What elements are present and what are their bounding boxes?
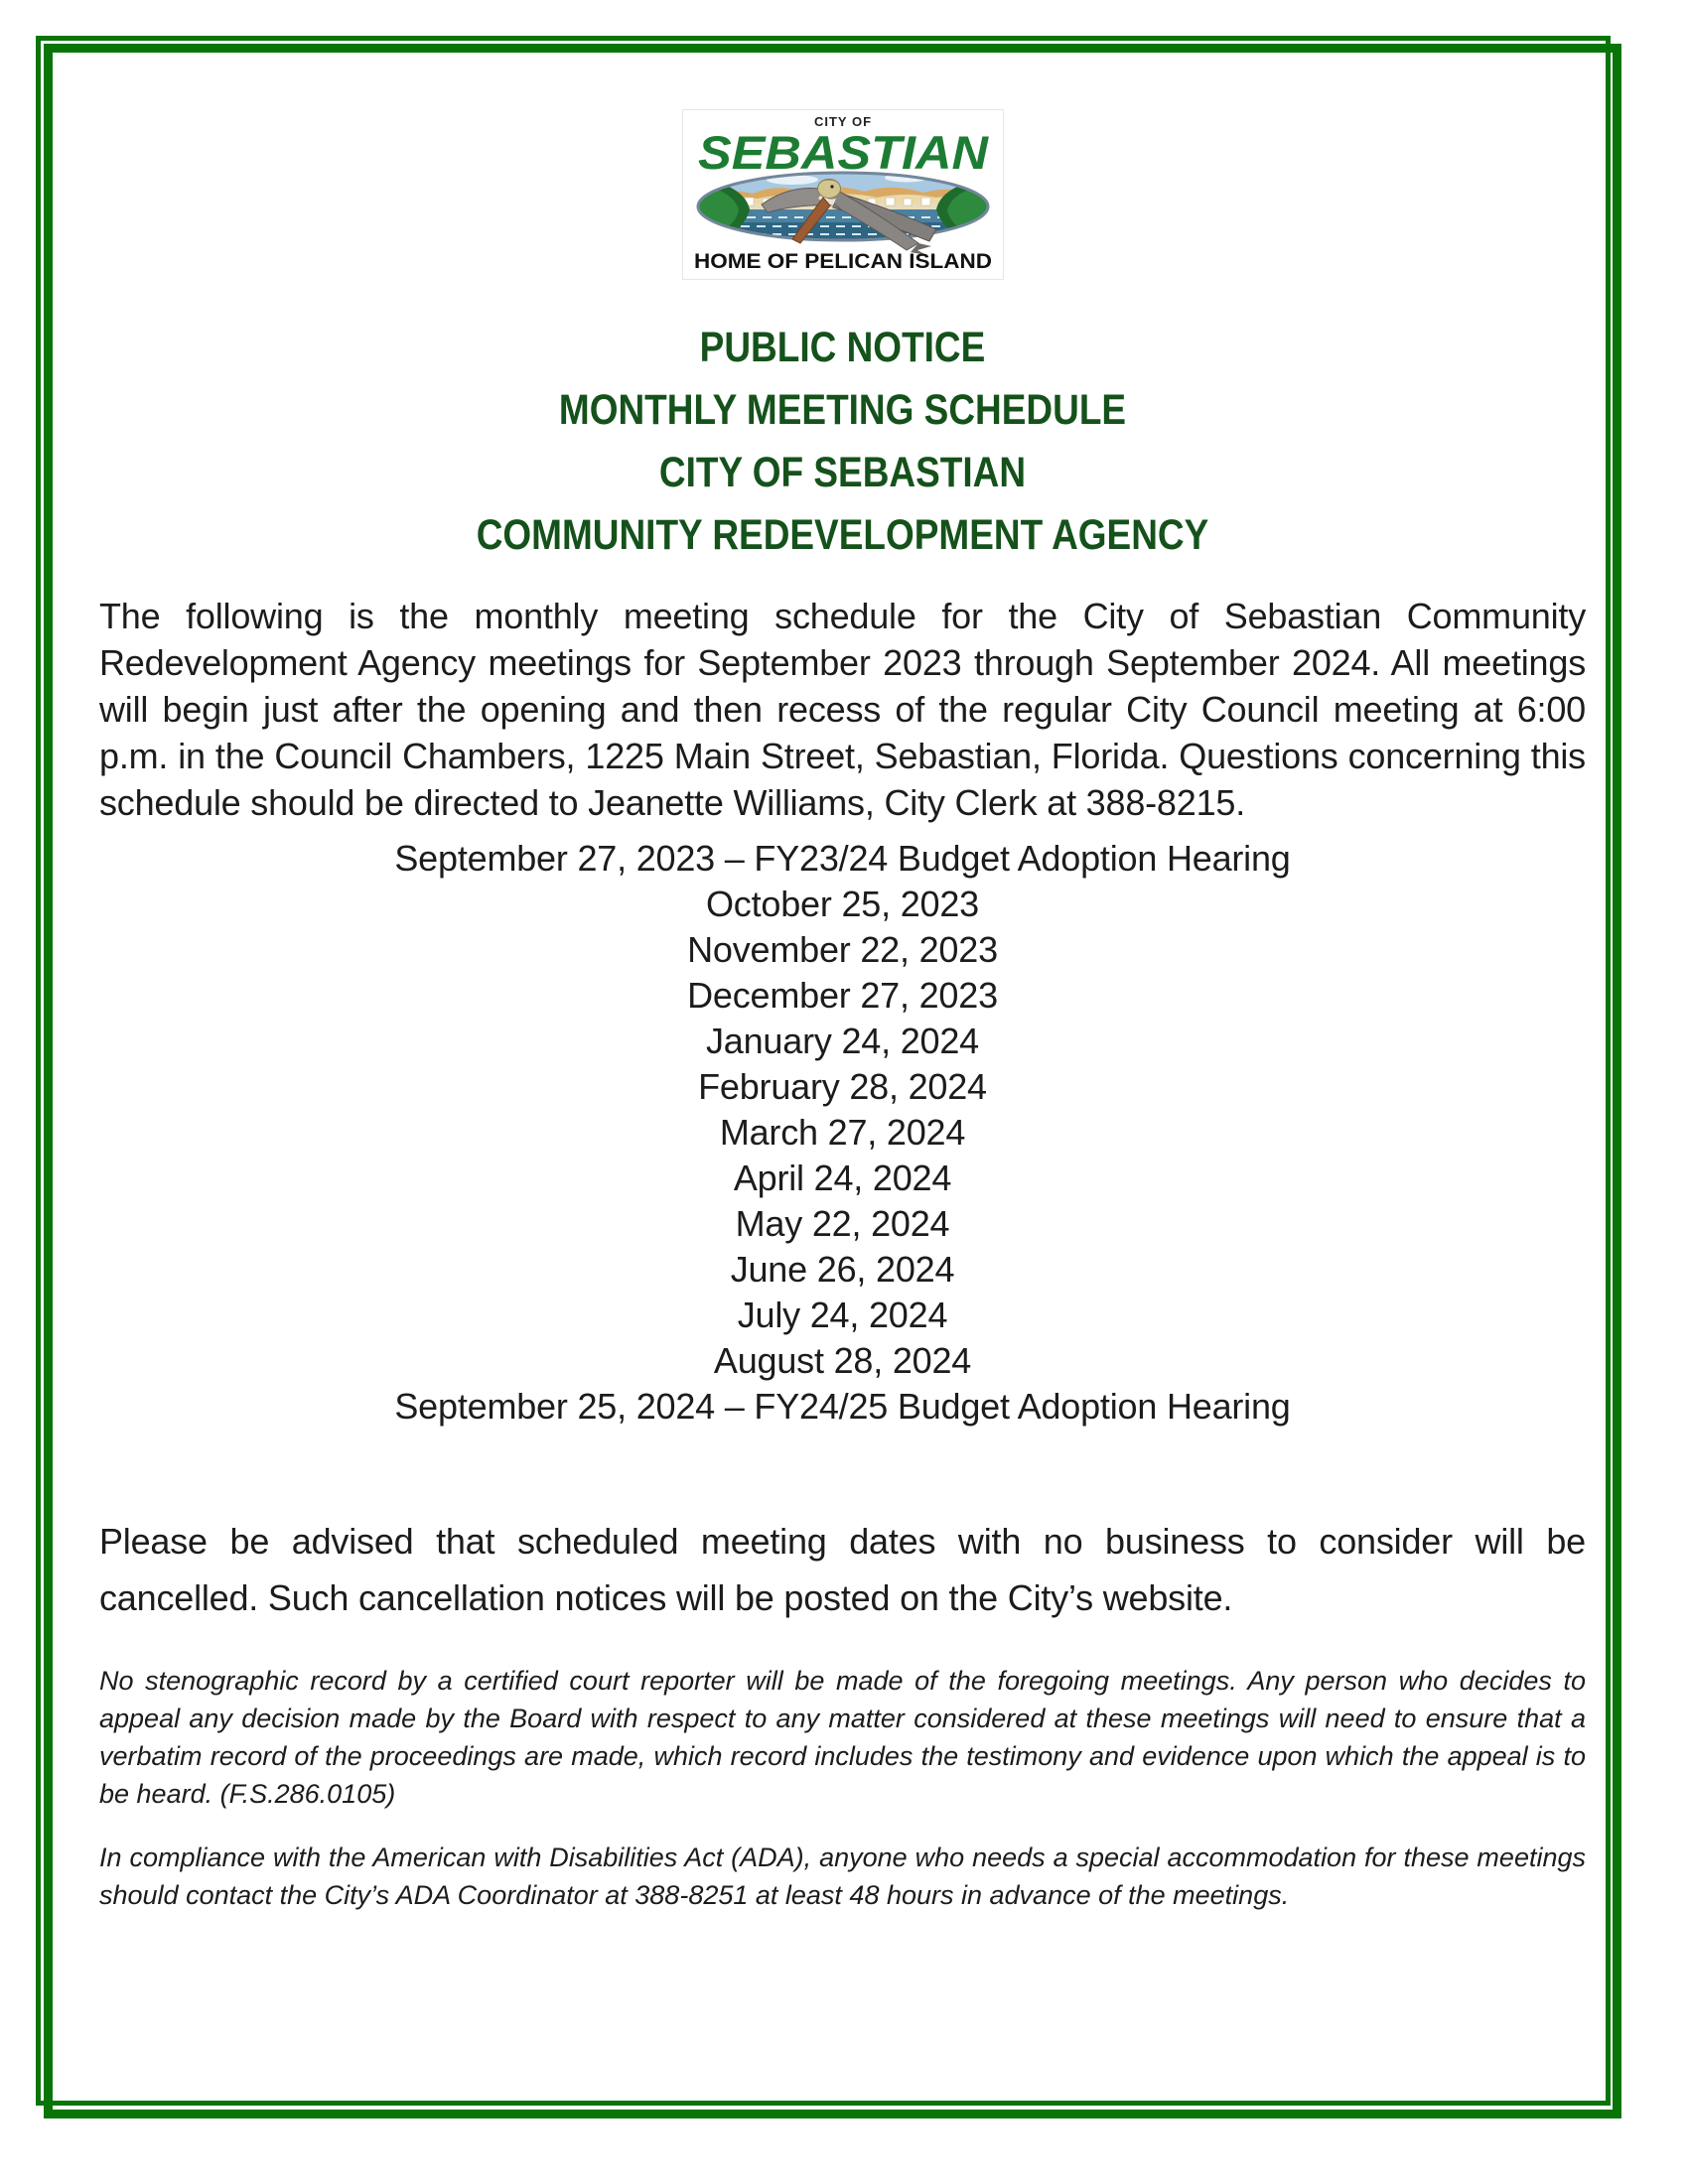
meeting-date: December 27, 2023 — [687, 975, 998, 1016]
logo-city-of-label: CITY OF — [813, 114, 872, 129]
cancellation-advisory-paragraph: Please be advised that scheduled meeting dates with no business to consider will be cancelled. Such cancellation notices will be posted on the City’s website. — [99, 1521, 1586, 1618]
meeting-date: June 26, 2024 — [730, 1249, 955, 1290]
meeting-date: April 24, 2024 — [733, 1158, 952, 1198]
meeting-date: November 22, 2023 — [687, 929, 998, 970]
ada-accommodation-notice: In compliance with the American with Disabilities Act (ADA), anyone who needs a special accommodation for these meetings should contact the City’s ADA Coordinator at 388-8251 at least 48 hours in advance of the meetings. — [99, 1843, 1586, 1910]
meeting-date: August 28, 2024 — [713, 1340, 972, 1381]
logo-city-name: SEBASTIAN — [697, 126, 989, 179]
city-of-sebastian-logo — [683, 110, 1003, 279]
stenographic-record-notice: No stenographic record by a certified court reporter will be made of the foregoing meetings. Any person who decides to appeal any decision made by the Board with respect to any matter considered at these meetings will need to ensure that a verbatim record of the proceedings are made, which record includes the testimony and evidence upon which the appeal is to be heard. (F.S.286.0105) — [99, 1666, 1586, 1809]
meeting-date: July 24, 2024 — [737, 1295, 948, 1335]
meeting-dates-list — [99, 836, 1586, 1430]
meeting-date: February 28, 2024 — [698, 1066, 987, 1107]
pelican-island-seal-icon — [683, 110, 1003, 274]
heading-monthly-meeting-schedule: MONTHLY MEETING SCHEDULE — [558, 386, 1127, 434]
notice-content — [53, 53, 1606, 1914]
heading-community-redevelopment-agency: COMMUNITY REDEVELOPMENT AGENCY — [476, 511, 1209, 559]
meeting-date: October 25, 2023 — [706, 884, 979, 924]
logo-tagline: HOME OF PELICAN ISLAND — [693, 250, 992, 273]
notice-headings — [99, 317, 1586, 567]
meeting-date: March 27, 2024 — [719, 1112, 966, 1153]
heading-public-notice: PUBLIC NOTICE — [699, 324, 986, 371]
meeting-date: September 25, 2024 – FY24/25 Budget Adoption Hearing — [394, 1386, 1291, 1427]
meeting-date: January 24, 2024 — [705, 1021, 979, 1061]
heading-city-of-sebastian: CITY OF SEBASTIAN — [658, 449, 1027, 496]
meeting-date: September 27, 2023 – FY23/24 Budget Adoption Hearing — [394, 838, 1291, 879]
intro-paragraph: The following is the monthly meeting schedule for the City of Sebastian Community Redevelopment Agency meetings for September 2023 through September 2024. All meetings will begin just after the opening and then recess of the regular City Council meeting at 6:00 p.m. in the Council Chambers, 1225 Main Street, Sebastian, Florida. Questions concerning this schedule should be directed to Jeanette Williams, City Clerk at 388-8215. — [99, 596, 1586, 823]
meeting-date: May 22, 2024 — [735, 1203, 950, 1244]
